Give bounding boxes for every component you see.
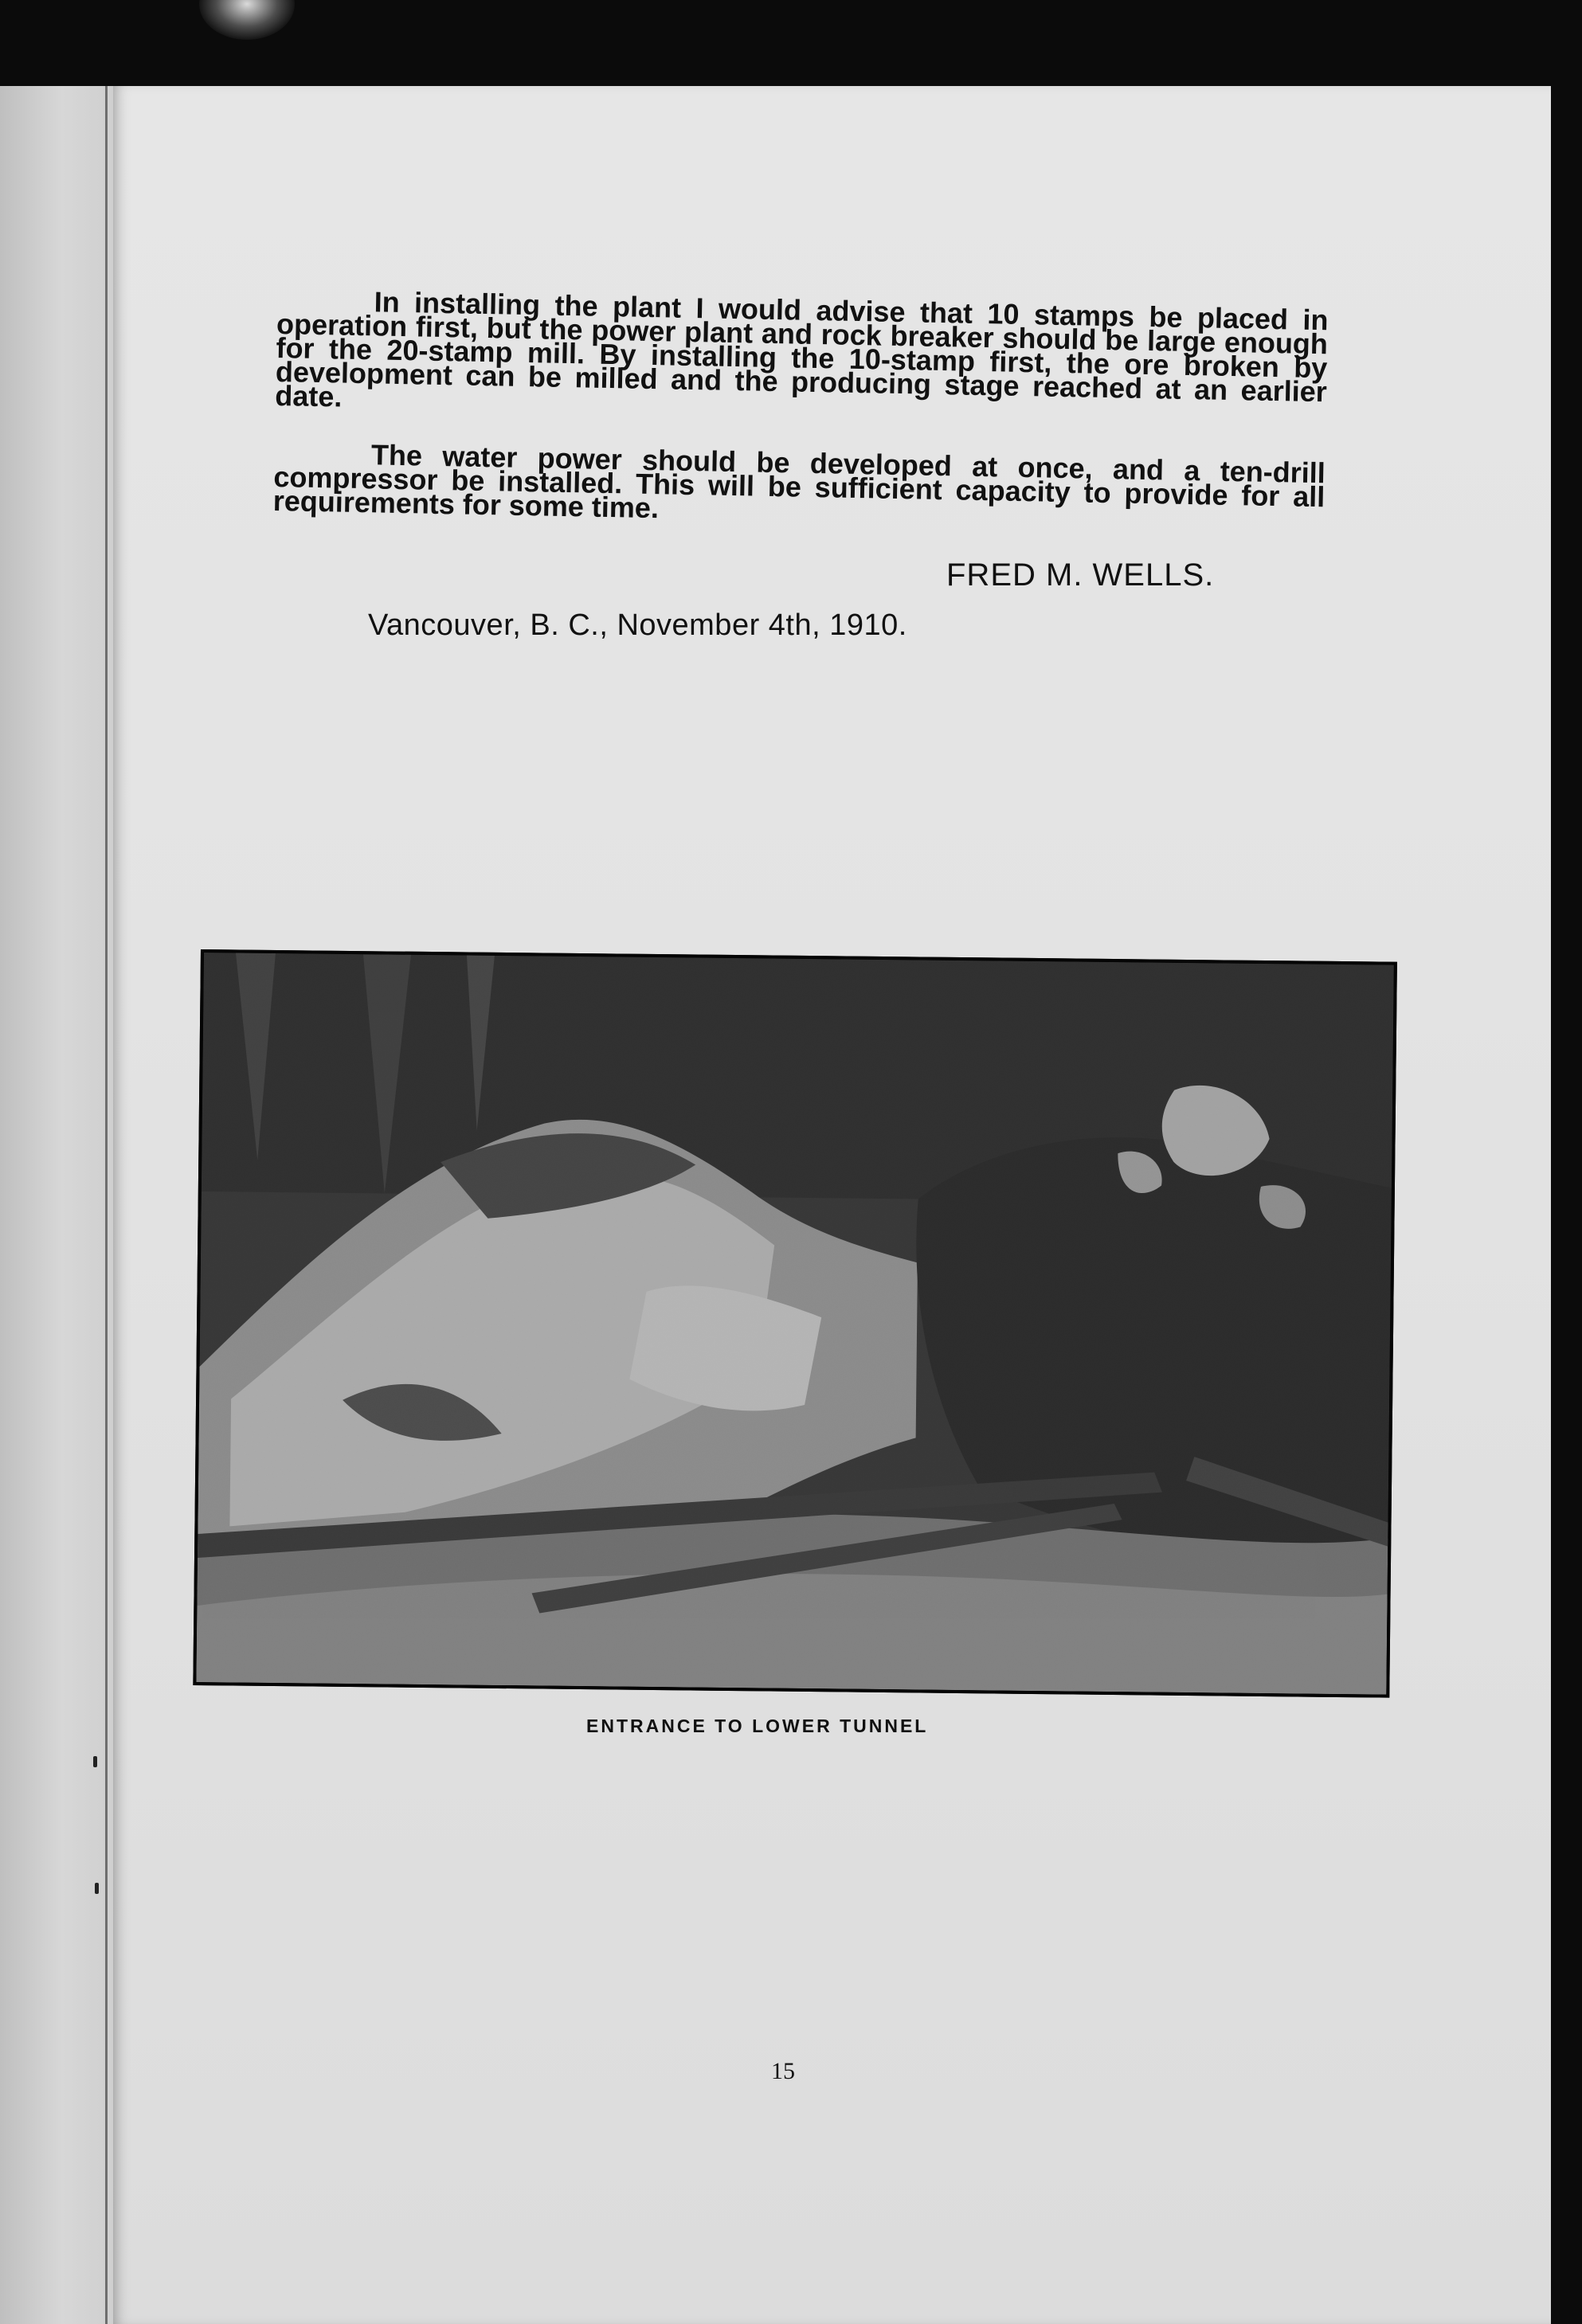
author-signature: FRED M. WELLS. xyxy=(946,558,1215,593)
page-number: 15 xyxy=(771,2058,795,2084)
book-gutter xyxy=(105,86,108,2324)
paragraph-water-power: The water power should be developed at once, and a ten-drill compressor be installed. This will be sufficient capacity to provide for all requirements for some time. xyxy=(272,438,1326,525)
body-text xyxy=(272,285,1329,566)
light-glare xyxy=(199,0,295,40)
figure-caption: ENTRANCE TO LOWER TUNNEL xyxy=(586,1716,929,1736)
facing-page-edge xyxy=(0,86,113,2324)
photo-image xyxy=(196,953,1394,1695)
tunnel-photograph xyxy=(193,949,1397,1698)
scan-speck xyxy=(93,1756,97,1767)
dateline: Vancouver, B. C., November 4th, 1910. xyxy=(368,608,907,642)
scan-speck xyxy=(95,1883,99,1894)
paragraph-plant: In installing the plant I would advise that 10 stamps be placed in operation first, but the power plant and rock breaker should be large enough for the 20-stamp mill. By installing the 10-stamp first, the ore broken by development can be milled and the producing stage reached at an earlier date. xyxy=(275,285,1329,413)
right-border xyxy=(1551,86,1582,2324)
